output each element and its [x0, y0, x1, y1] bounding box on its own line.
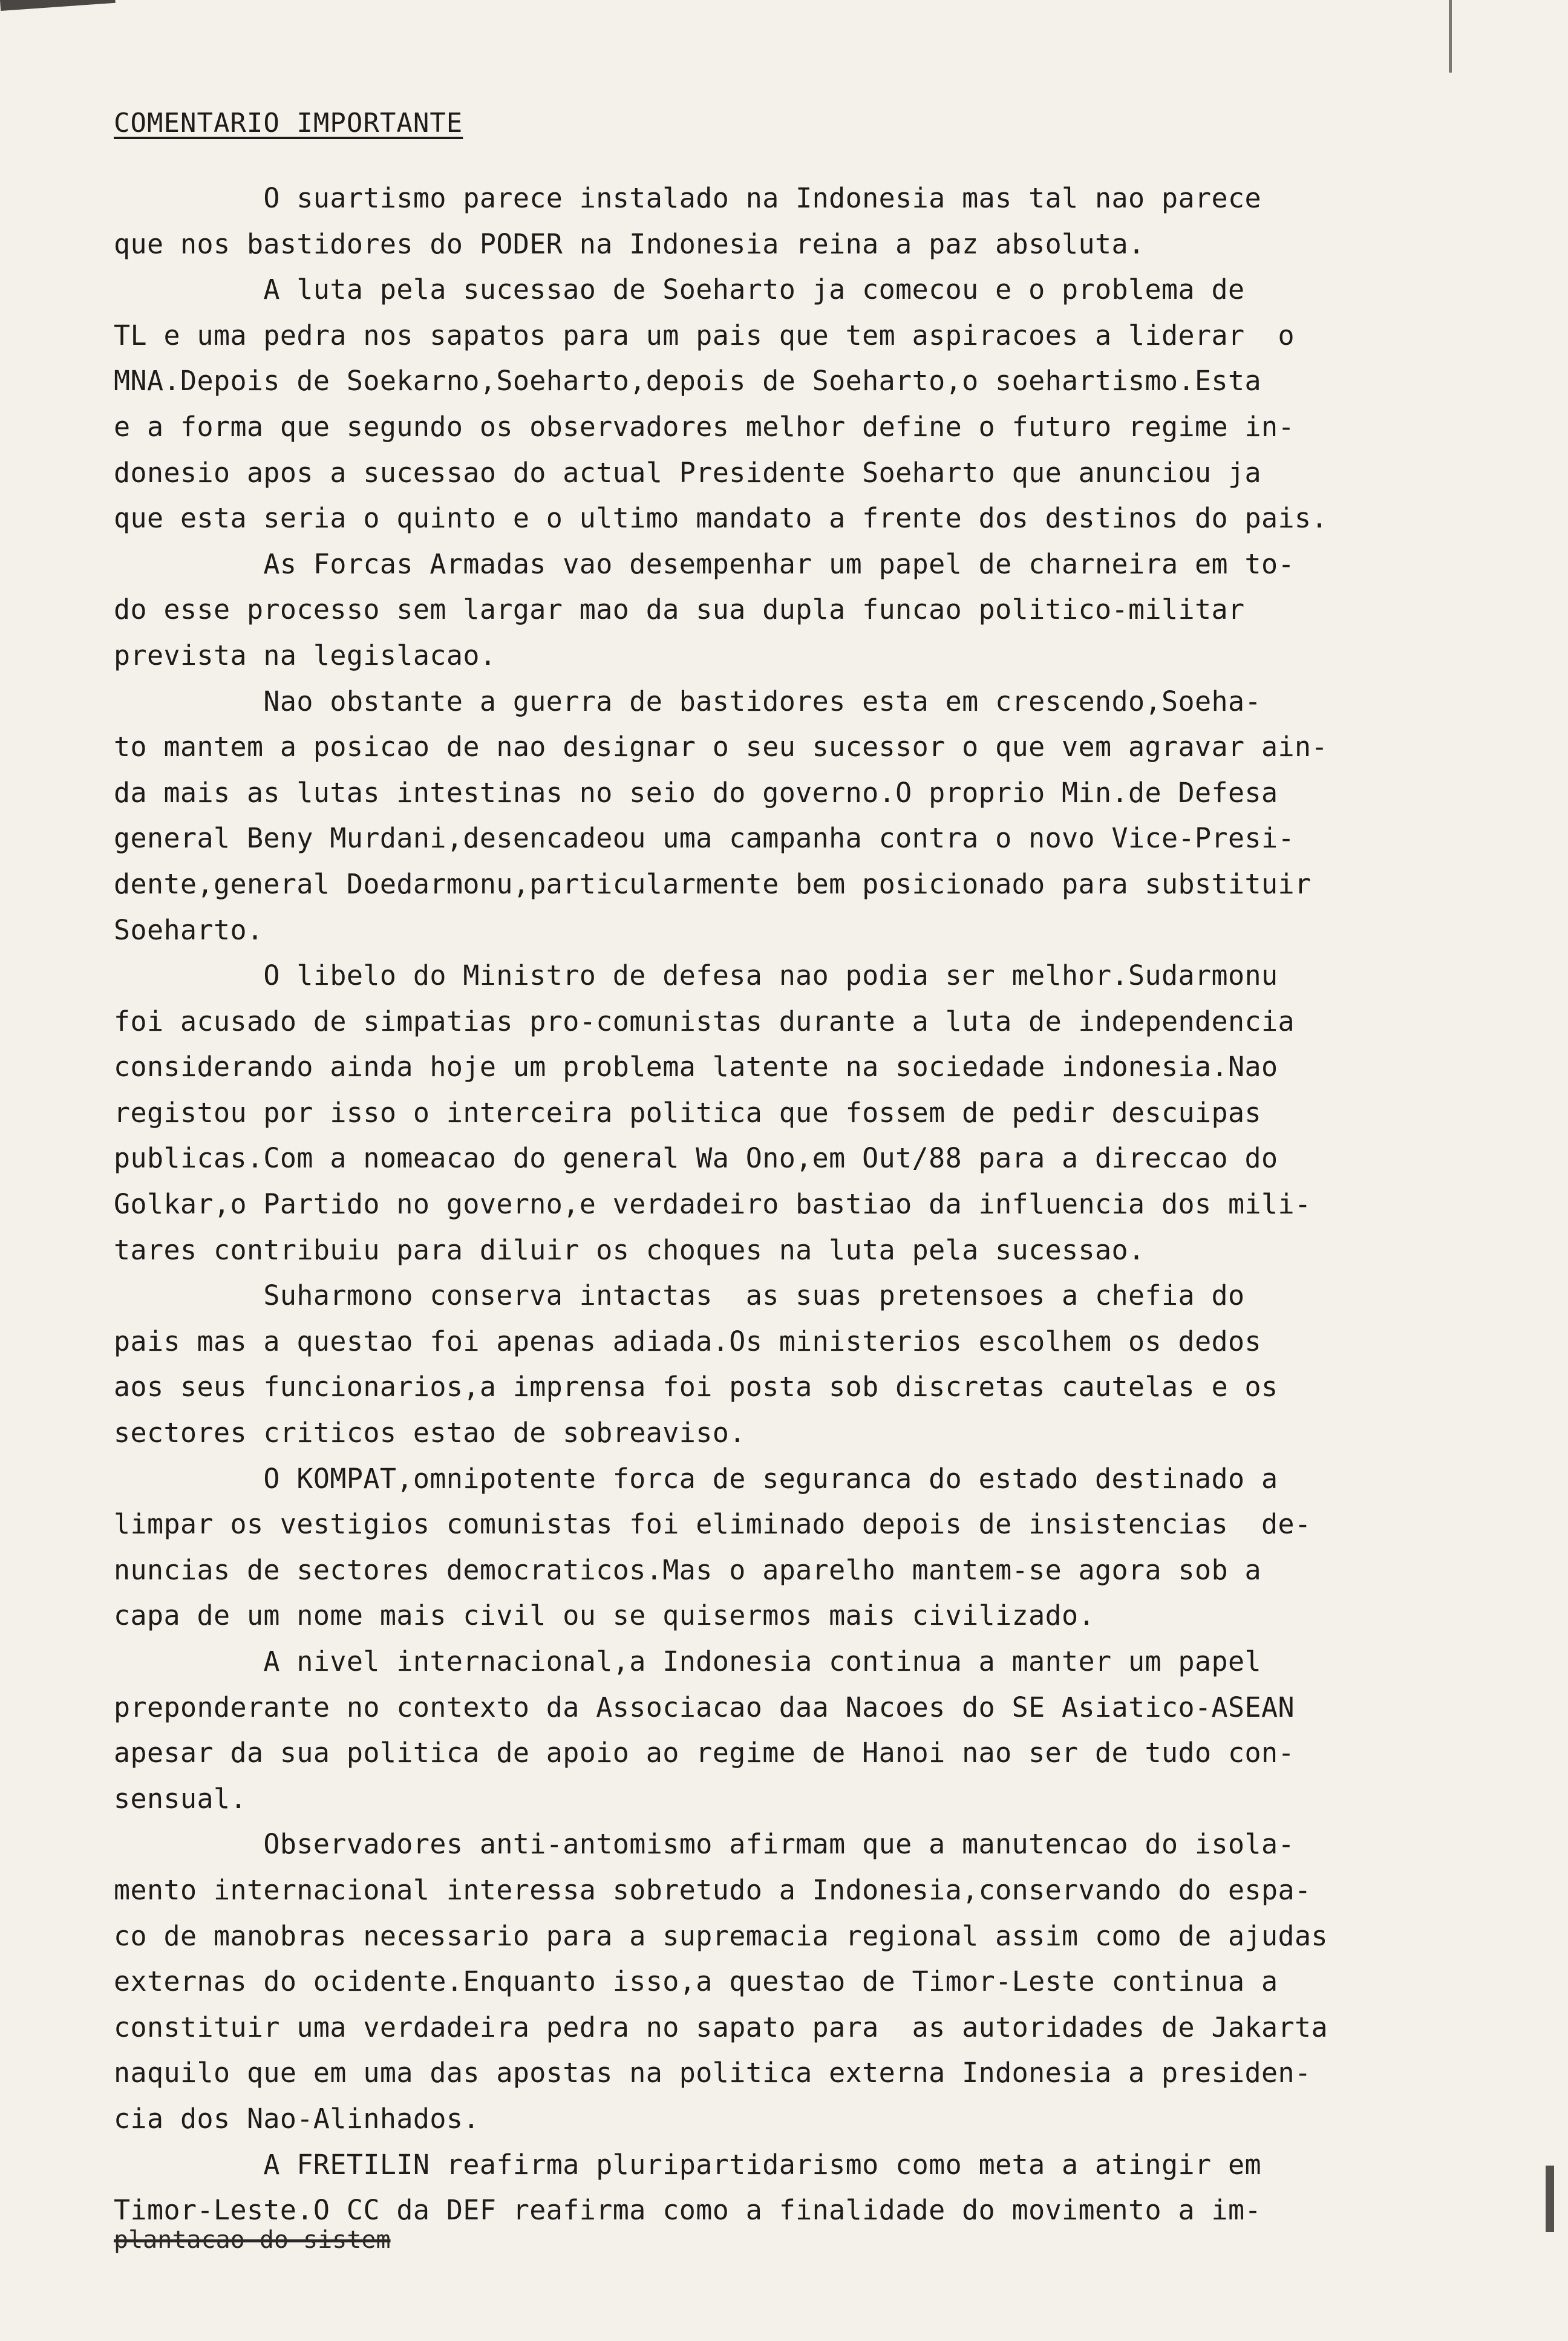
body-line: prevista na legislacao.	[114, 639, 497, 671]
body-line: A luta pela sucessao de Soeharto ja comecou e o problema de	[114, 273, 1245, 306]
body-line: co de manobras necessario para a supremacia regional assim como de ajudas	[114, 1919, 1328, 1952]
body-line: que nos bastidores do PODER na Indonesia reina a paz absoluta.	[114, 227, 1145, 260]
body-line: O KOMPAT,omnipotente forca de seguranca do estado destinado a	[114, 1462, 1278, 1495]
body-line: preponderante no contexto da Associacao daa Nacoes do SE Asiatico-ASEAN	[114, 1691, 1295, 1723]
scan-mark-right-edge	[1546, 2166, 1554, 2232]
body-line: MNA.Depois de Soekarno,Soeharto,depois de Soeharto,o soehartismo.Esta	[114, 365, 1261, 397]
body-line: O suartismo parece instalado na Indonesia mas tal nao parece	[114, 182, 1261, 214]
body-line: apesar da sua politica de apoio ao regime de Hanoi nao ser de tudo con-	[114, 1737, 1295, 1769]
scan-mark-top-left	[0, 0, 116, 11]
body-line: A FRETILIN reafirma pluripartidarismo como meta a atingir em	[114, 2148, 1261, 2181]
body-line: Soeharto.	[114, 913, 264, 946]
body-line: Golkar,o Partido no governo,e verdadeiro bastiao da influencia dos mili-	[114, 1188, 1312, 1221]
document-heading: COMENTARIO IMPORTANTE	[114, 108, 463, 139]
body-line: mento internacional interessa sobretudo a Indonesia,conservando do espa-	[114, 1873, 1312, 1906]
body-line: publicas.Com a nomeacao do general Wa Ono,em Out/88 para a direccao do	[114, 1142, 1278, 1175]
body-line: As Forcas Armadas vao desempenhar um papel de charneira em to-	[114, 547, 1295, 580]
body-line: sensual.	[114, 1782, 247, 1815]
scan-mark-top-right	[1449, 0, 1452, 73]
body-line: foi acusado de simpatias pro-comunistas durante a luta de independencia	[114, 1005, 1295, 1037]
body-line: capa de um nome mais civil ou se quisermos mais civilizado.	[114, 1599, 1096, 1632]
body-line: pais mas a questao foi apenas adiada.Os ministerios escolhem os dedos	[114, 1325, 1261, 1357]
body-line: constituir uma verdadeira pedra no sapato para as autoridades de Jakarta	[114, 2011, 1328, 2043]
body-line: do esse processo sem largar mao da sua dupla funcao politico-militar	[114, 593, 1245, 626]
body-line: que esta seria o quinto e o ultimo mandato a frente dos destinos do pais.	[114, 502, 1328, 535]
body-line: da mais as lutas intestinas no seio do governo.O proprio Min.de Defesa	[114, 776, 1278, 809]
body-line: dente,general Doedarmonu,particularmente bem posicionado para substituir	[114, 867, 1312, 900]
body-line: e a forma que segundo os observadores melhor define o futuro regime in-	[114, 410, 1295, 443]
body-line: aos seus funcionarios,a imprensa foi posta sob discretas cautelas e os	[114, 1371, 1278, 1403]
body-line: sectores criticos estao de sobreaviso.	[114, 1417, 746, 1449]
body-line: cia dos Nao-Alinhados.	[114, 2102, 480, 2135]
body-line: Suharmono conserva intactas as suas pretensoes a chefia do	[114, 1279, 1245, 1312]
body-line: A nivel internacional,a Indonesia continua a manter um papel	[114, 1645, 1261, 1677]
body-line: registou por isso o interceira politica que fossem de pedir descuipas	[114, 1096, 1261, 1129]
body-line: considerando ainda hoje um problema latente na sociedade indonesia.Nao	[114, 1051, 1278, 1083]
body-line: Observadores anti-antomismo afirmam que a manutencao do isola-	[114, 1828, 1295, 1861]
body-line: donesio apos a sucessao do actual Presidente Soeharto que anunciou ja	[114, 456, 1261, 489]
body-line: Timor-Leste.O CC da DEF reafirma como a finalidade do movimento a im-	[114, 2194, 1261, 2227]
body-line: naquilo que em uma das apostas na politica externa Indonesia a presiden-	[114, 2057, 1312, 2089]
struck-out-text: plantacao do sistem	[114, 2226, 391, 2254]
body-line: nuncias de sectores democraticos.Mas o aparelho mantem-se agora sob a	[114, 1553, 1261, 1586]
body-line: limpar os vestigios comunistas foi eliminado depois de insistencias de-	[114, 1508, 1312, 1541]
body-line: externas do ocidente.Enquanto isso,a questao de Timor-Leste continua a	[114, 1965, 1278, 1998]
body-line: to mantem a posicao de nao designar o seu sucessor o que vem agravar ain-	[114, 731, 1328, 763]
body-line: Nao obstante a guerra de bastidores esta em crescendo,Soeha-	[114, 685, 1261, 717]
document-body	[114, 175, 1469, 2233]
body-line: general Beny Murdani,desencadeou uma campanha contra o novo Vice-Presi-	[114, 822, 1295, 855]
body-line: O libelo do Ministro de defesa nao podia ser melhor.Sudarmonu	[114, 959, 1278, 992]
body-line: tares contribuiu para diluir os choques na luta pela sucessao.	[114, 1233, 1145, 1266]
body-line: TL e uma pedra nos sapatos para um pais que tem aspiracoes a liderar o	[114, 319, 1295, 351]
